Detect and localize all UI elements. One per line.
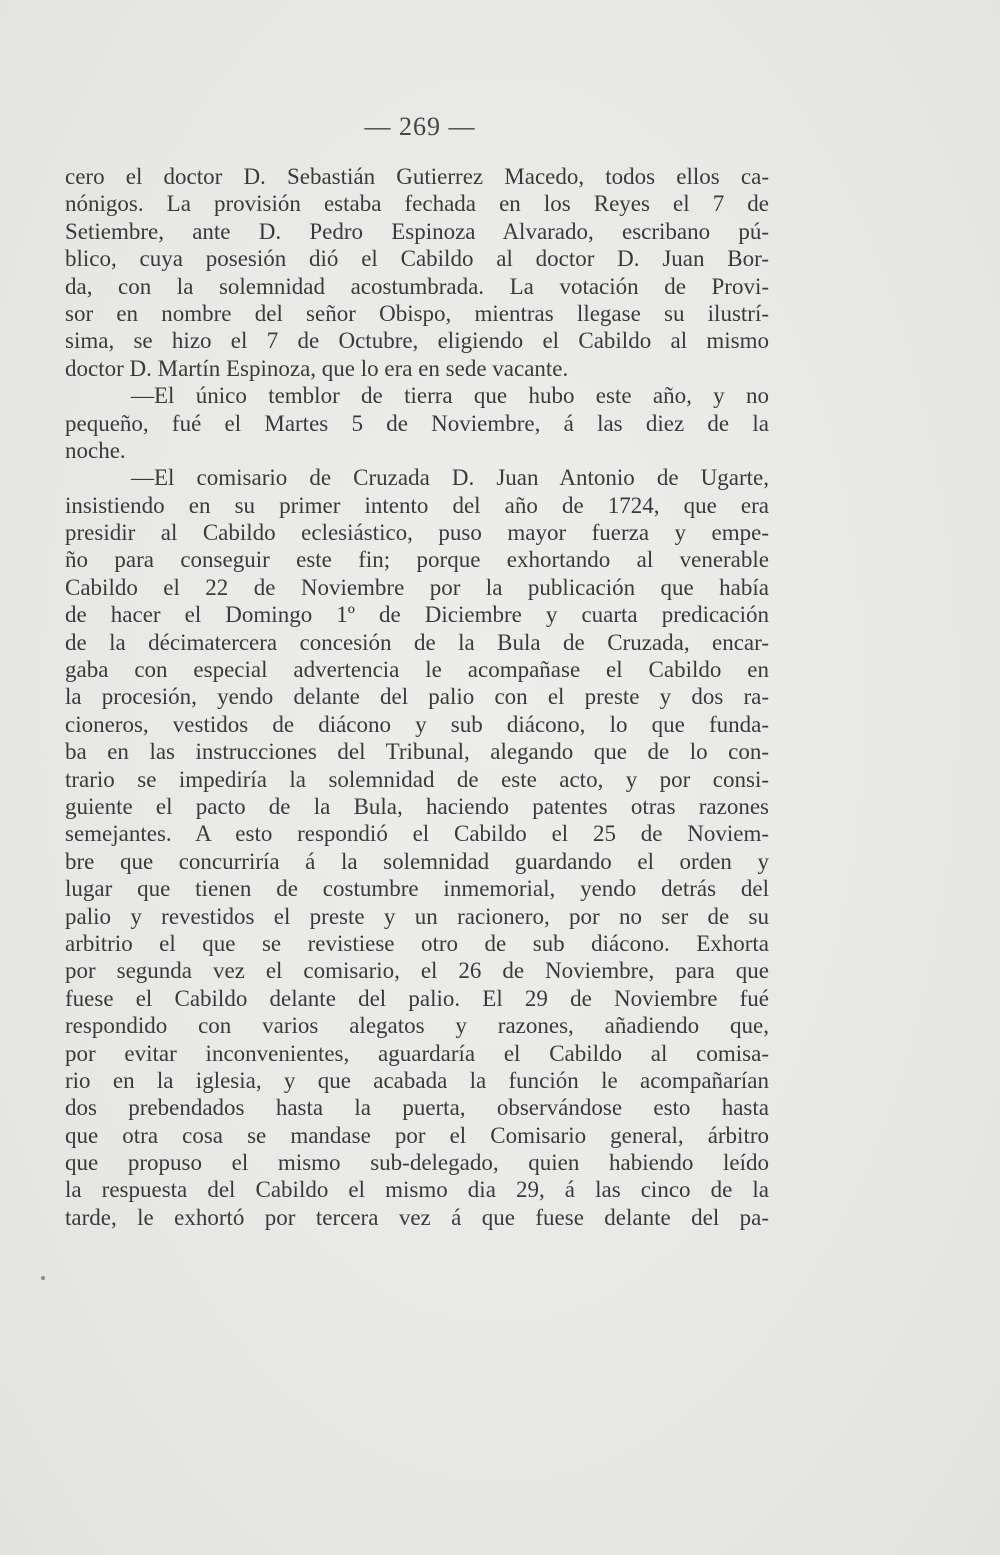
text-line: gaba con especial advertencia le acompañase el Cabildo en <box>65 657 769 683</box>
text-line: da, con la solemnidad acostumbrada. La votación de Provi- <box>65 273 769 299</box>
text-line: insistiendo en su primer intento del año de 1724, que era <box>65 492 769 518</box>
text-line: lugar que tienen de costumbre inmemorial, yendo detrás del <box>65 876 769 902</box>
text-line: de la décimatercera concesión de la Bula de Cruzada, encar- <box>65 629 769 655</box>
text-line: blico, cuya posesión dió el Cabildo al doctor D. Juan Bor- <box>65 246 769 272</box>
body-text <box>65 163 769 1231</box>
text-line: doctor D. Martín Espinoza, que lo era en sede vacante. <box>65 355 569 381</box>
page-number: — 269 — <box>364 112 476 141</box>
text-line: ba en las instrucciones del Tribunal, alegando que de lo con- <box>65 739 769 765</box>
text-line: cero el doctor D. Sebastián Gutierrez Macedo, todos ellos ca- <box>65 164 769 189</box>
text-line: por segunda vez el comisario, el 26 de Noviembre, para que <box>65 958 769 984</box>
text-line: presidir al Cabildo eclesiástico, puso mayor fuerza y empe- <box>65 520 769 546</box>
text-line: semejantes. A esto respondió el Cabildo el 25 de Noviem- <box>65 821 769 847</box>
text-line: Setiembre, ante D. Pedro Espinoza Alvarado, escribano pú- <box>65 218 769 244</box>
text-line: bre que concurriría á la solemnidad guardando el orden y <box>65 848 769 874</box>
text-line: sima, se hizo el 7 de Octubre, eligiendo el Cabildo al mismo <box>65 328 769 354</box>
text-line: de hacer el Domingo 1º de Diciembre y cuarta predicación <box>65 602 769 628</box>
text-line: ño para conseguir este fin; porque exhortando al venerable <box>65 547 769 573</box>
paragraph-start-line: —El comisario de Cruzada D. Juan Antonio de Ugarte, <box>131 465 769 491</box>
text-line: fuese el Cabildo delante del palio. El 29 de Noviembre fué <box>65 985 769 1011</box>
text-line: Cabildo el 22 de Noviembre por la publicación que había <box>65 574 769 600</box>
text-line: tarde, le exhortó por tercera vez á que fuese delante del pa- <box>65 1204 769 1230</box>
text-line: sor en nombre del señor Obispo, mientras llegase su ilustrí- <box>65 300 769 326</box>
text-line: la respuesta del Cabildo el mismo dia 29, á las cinco de la <box>65 1177 769 1203</box>
text-line: nónigos. La provisión estaba fechada en los Reyes el 7 de <box>65 191 769 217</box>
text-line: palio y revestidos el preste y un racionero, por no ser de su <box>65 903 769 929</box>
text-line: respondido con varios alegatos y razones, añadiendo que, <box>65 1013 769 1039</box>
paragraph-start-line: —El único temblor de tierra que hubo este año, y no <box>131 383 769 409</box>
text-line: que propuso el mismo sub-delegado, quien habiendo leído <box>65 1150 769 1176</box>
text-line: pequeño, fué el Martes 5 de Noviembre, á las diez de la <box>65 410 769 436</box>
text-line: que otra cosa se mandase por el Comisario general, árbitro <box>65 1122 769 1148</box>
text-line: arbitrio el que se revistiese otro de sub diácono. Exhorta <box>65 930 769 956</box>
text-line: dos prebendados hasta la puerta, observándose esto hasta <box>65 1095 769 1121</box>
text-line: noche. <box>65 437 126 463</box>
text-line: cioneros, vestidos de diácono y sub diácono, lo que funda- <box>65 711 769 737</box>
text-line: rio en la iglesia, y que acabada la función le acompañarían <box>65 1067 769 1093</box>
text-line: trario se impediría la solemnidad de este acto, y por consi- <box>65 766 769 792</box>
text-line: por evitar inconvenientes, aguardaría el Cabildo al comisa- <box>65 1040 769 1066</box>
paper-speck <box>41 1276 45 1280</box>
text-line: la procesión, yendo delante del palio con el preste y dos ra- <box>65 684 769 710</box>
text-line: guiente el pacto de la Bula, haciendo patentes otras razones <box>65 793 769 819</box>
